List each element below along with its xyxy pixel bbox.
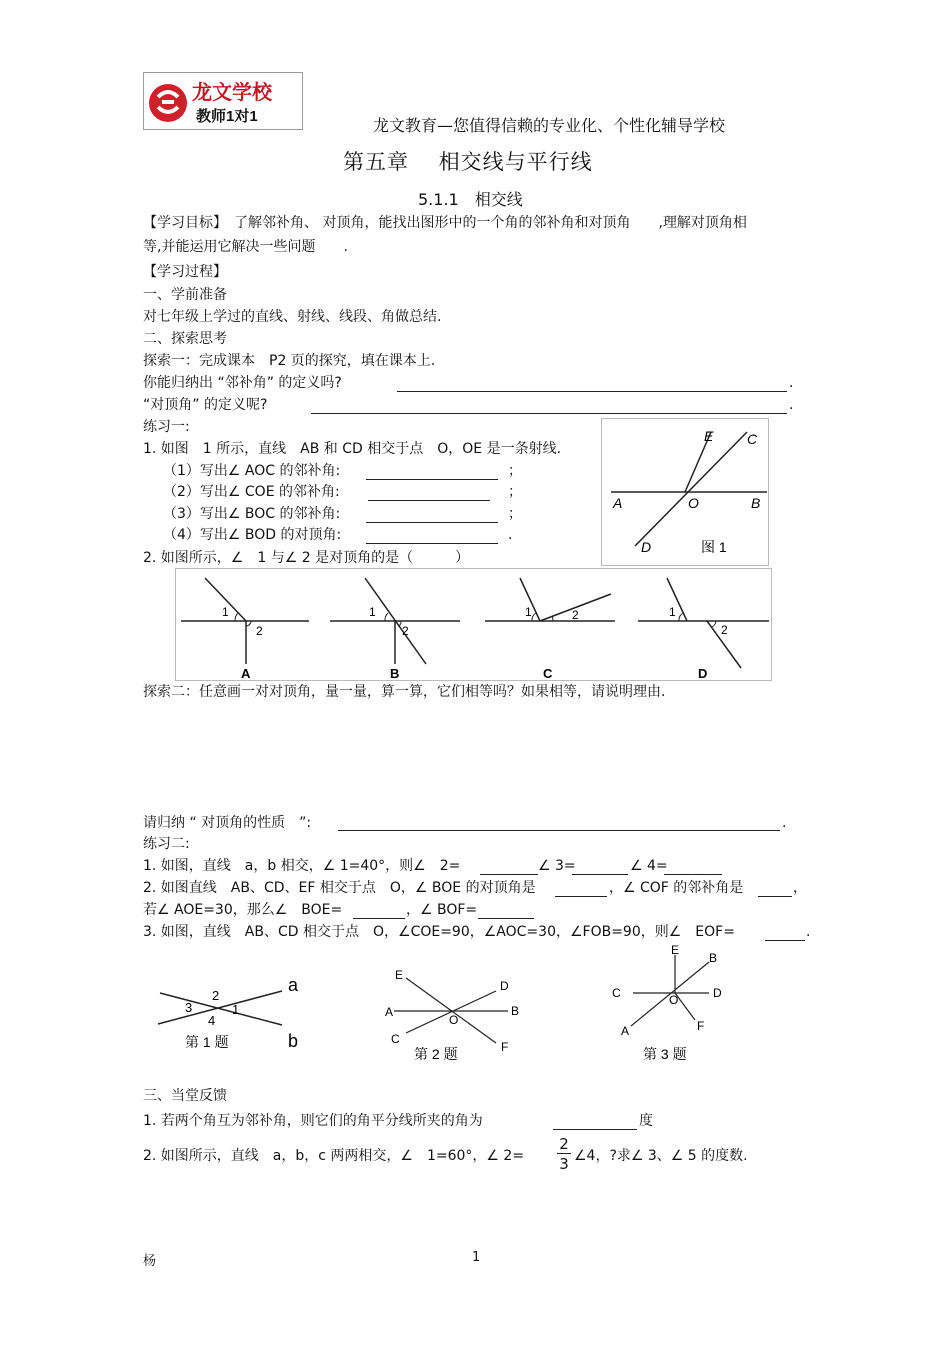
process-label: 【学习过程】 <box>143 264 227 280</box>
label-o: O <box>669 993 679 1007</box>
label-c: C <box>391 1032 400 1046</box>
practice1-heading: 练习一: <box>143 419 190 435</box>
explore2-summary: 请归纳 “ 对顶角的性质 ”: <box>143 815 312 831</box>
line-a-label: a <box>288 975 299 995</box>
line-cd <box>635 432 747 546</box>
practice2-p3a: 3. 如图，直线 AB、CD 相交于点 O，∠COE=90，∠AOC=30，∠FOB=90，则∠ EOF= <box>143 924 735 940</box>
practice1-p2: 2. 如图所示，∠ 1 与∠ 2 是对顶角的是（ ） <box>143 550 470 566</box>
option-b-label: B <box>390 666 400 681</box>
angle-1-label: 1 <box>525 605 532 619</box>
label-a: A <box>613 495 623 511</box>
answer-blank-boe[interactable] <box>353 904 405 919</box>
answer-blank[interactable] <box>368 486 490 501</box>
angle-2-label: 2 <box>572 608 579 622</box>
angle-2-label: 2 <box>256 624 263 638</box>
section-title: 5.1.1 相交线 <box>418 190 523 209</box>
option-c-diagram <box>485 578 615 681</box>
label-c: C <box>612 986 621 1000</box>
angle-1-label: 1 <box>369 605 376 619</box>
answer-blank-angle4[interactable] <box>664 860 722 875</box>
angle-3-label: 3 <box>185 1000 193 1015</box>
answer-blank-vertical-def[interactable] <box>311 399 787 414</box>
feedback-q1a: 1. 若两个角互为邻补角，则它们的角平分线所夹的角为 <box>143 1113 483 1129</box>
semicolon: ； <box>508 484 522 500</box>
answer-blank-cof-adjacent[interactable] <box>758 882 792 897</box>
line-b-label: b <box>288 1031 299 1051</box>
objective-line1: 【学习目标】 了解邻补角、 对顶角，能找出图形中的一个角的邻补角和对顶角 ,理解对顶角相 <box>143 215 747 231</box>
practice2-p1b: ∠ 3= <box>538 858 576 874</box>
label-e: E <box>671 943 680 957</box>
explore-q3: “对顶角” 的定义呢? <box>143 397 268 413</box>
feedback-q1b: 度 <box>639 1113 653 1129</box>
logo-top-text: 龙文学校 <box>192 82 272 104</box>
explore-q1: 探索一：完成课本 P2 页的探究，填在课本上. <box>143 353 436 369</box>
answer-blank[interactable] <box>366 529 498 544</box>
answer-blank-bisector-angle[interactable] <box>553 1115 637 1130</box>
label-d: D <box>713 986 722 1000</box>
label-b: B <box>751 495 761 511</box>
label-o: O <box>688 495 699 511</box>
semicolon: ； <box>508 506 522 522</box>
period: . <box>789 397 794 413</box>
explore-q2: 你能归纳出 “邻补角” 的定义吗? <box>143 375 342 391</box>
figure-caption: 第 1 题 <box>185 1034 229 1050</box>
page-number: 1 <box>472 1250 481 1265</box>
period: . <box>789 375 794 391</box>
label-d: D <box>500 979 509 993</box>
explore-heading: 二、探索思考 <box>143 331 227 347</box>
prep-text: 对七年级上学过的直线、射线、线段、角做总结. <box>143 309 442 325</box>
figure-caption: 第 2 题 <box>414 1046 458 1062</box>
feedback-q2a: 2. 如图所示，直线 a，b，c 两两相交，∠ 1=60°，∠ 2= <box>143 1148 525 1164</box>
figure-problem-3 <box>605 940 735 1065</box>
answer-blank-angle2[interactable] <box>480 860 538 875</box>
fraction <box>557 1136 571 1173</box>
label-a: A <box>385 1005 394 1019</box>
label-b: B <box>709 951 718 965</box>
angle-1-label: 1 <box>222 605 229 619</box>
figure-problem-1 <box>150 965 310 1055</box>
answer-blank-vertical-property[interactable] <box>338 816 780 831</box>
figure-1-caption: 图 1 <box>701 539 727 555</box>
angle-2-label: 2 <box>721 623 728 637</box>
practice1-s3: （3）写出∠ BOC 的邻补角: <box>163 506 341 522</box>
practice1-s1: （1）写出∠ AOC 的邻补角: <box>163 463 341 479</box>
label-a: A <box>621 1024 630 1038</box>
option-a-label: A <box>241 666 251 681</box>
practice2-p2b: ，∠ COF 的邻补角是 <box>609 880 744 896</box>
answer-blank-adjacent-def[interactable] <box>397 377 787 392</box>
angle-1-label: 1 <box>232 1002 240 1017</box>
answer-blank-angle3[interactable] <box>572 860 628 875</box>
option-a-diagram <box>181 578 309 681</box>
answer-blank[interactable] <box>366 508 498 523</box>
chapter-title: 第五章 相交线与平行线 <box>343 150 593 174</box>
label-o: O <box>449 1013 459 1027</box>
fraction-numerator: 2 <box>559 1135 569 1153</box>
option-c-label: C <box>543 666 553 681</box>
answer-blank-eof[interactable] <box>765 926 805 941</box>
school-logo <box>143 72 303 130</box>
logo-bottom-text: 教师1对1 <box>196 108 258 125</box>
feedback-q2b: ∠4，?求∠ 3、∠ 5 的度数. <box>574 1148 748 1164</box>
label-b: B <box>511 1004 520 1018</box>
answer-blank-bof[interactable] <box>478 904 534 919</box>
label-d: D <box>641 539 652 555</box>
angle-1-label: 1 <box>669 605 676 619</box>
figure-caption: 第 3 题 <box>643 1046 687 1062</box>
period: . <box>782 815 787 831</box>
figure-problem-2 <box>380 965 530 1065</box>
label-f: F <box>501 1040 509 1054</box>
practice2-p2c: ， <box>793 880 807 896</box>
option-d-label: D <box>698 666 708 681</box>
angle-2-label: 2 <box>212 988 220 1003</box>
semicolon: ； <box>508 463 522 479</box>
label-e: E <box>704 428 714 444</box>
angle-2-label: 2 <box>402 624 409 638</box>
practice2-heading: 练习二: <box>143 836 190 852</box>
feedback-heading: 三、当堂反馈 <box>143 1088 227 1104</box>
prep-heading: 一、学前准备 <box>143 287 227 303</box>
explore2-text: 探索二：任意画一对对顶角，量一量，算一算，它们相等吗？如果相等，请说明理由. <box>143 684 666 700</box>
practice1-s2: （2）写出∠ COE 的邻补角: <box>163 484 340 500</box>
practice2-p1a: 1. 如图，直线 a，b 相交，∠ 1=40°，则∠ 2= <box>143 858 461 874</box>
practice1-p1: 1. 如图 1 所示，直线 AB 和 CD 相交于点 O，OE 是一条射线. <box>143 441 562 457</box>
practice2-p2d: 若∠ AOE=30，那么∠ BOE= <box>143 902 343 918</box>
fraction-denominator: 3 <box>559 1155 569 1173</box>
label-e: E <box>395 968 404 982</box>
angle-4-label: 4 <box>208 1013 216 1028</box>
practice2-p1c: ∠ 4= <box>630 858 668 874</box>
label-c: C <box>747 431 758 447</box>
period: . <box>806 924 811 940</box>
logo-graphic <box>144 73 302 129</box>
footer-name: 杨 <box>143 1254 157 1269</box>
slogan: 龙文教育—您值得信赖的专业化、个性化辅导学校 <box>373 116 726 135</box>
label-f: F <box>697 1019 705 1033</box>
practice2-p2a: 2. 如图直线 AB、CD、EF 相交于点 O，∠ BOE 的对顶角是 <box>143 880 536 896</box>
practice2-p2e: ，∠ BOF= <box>406 902 478 918</box>
figure-1 <box>601 418 769 566</box>
answer-blank-boe-vertical[interactable] <box>555 882 607 897</box>
objective-line2: 等,并能运用它解决一些问题 . <box>143 239 348 255</box>
answer-blank[interactable] <box>366 465 498 480</box>
option-d-diagram <box>638 578 769 681</box>
period: . <box>508 527 513 543</box>
option-b-diagram <box>330 578 460 681</box>
options-figure <box>175 568 772 681</box>
practice1-s4: （4）写出∠ BOD 的对顶角: <box>163 527 342 543</box>
